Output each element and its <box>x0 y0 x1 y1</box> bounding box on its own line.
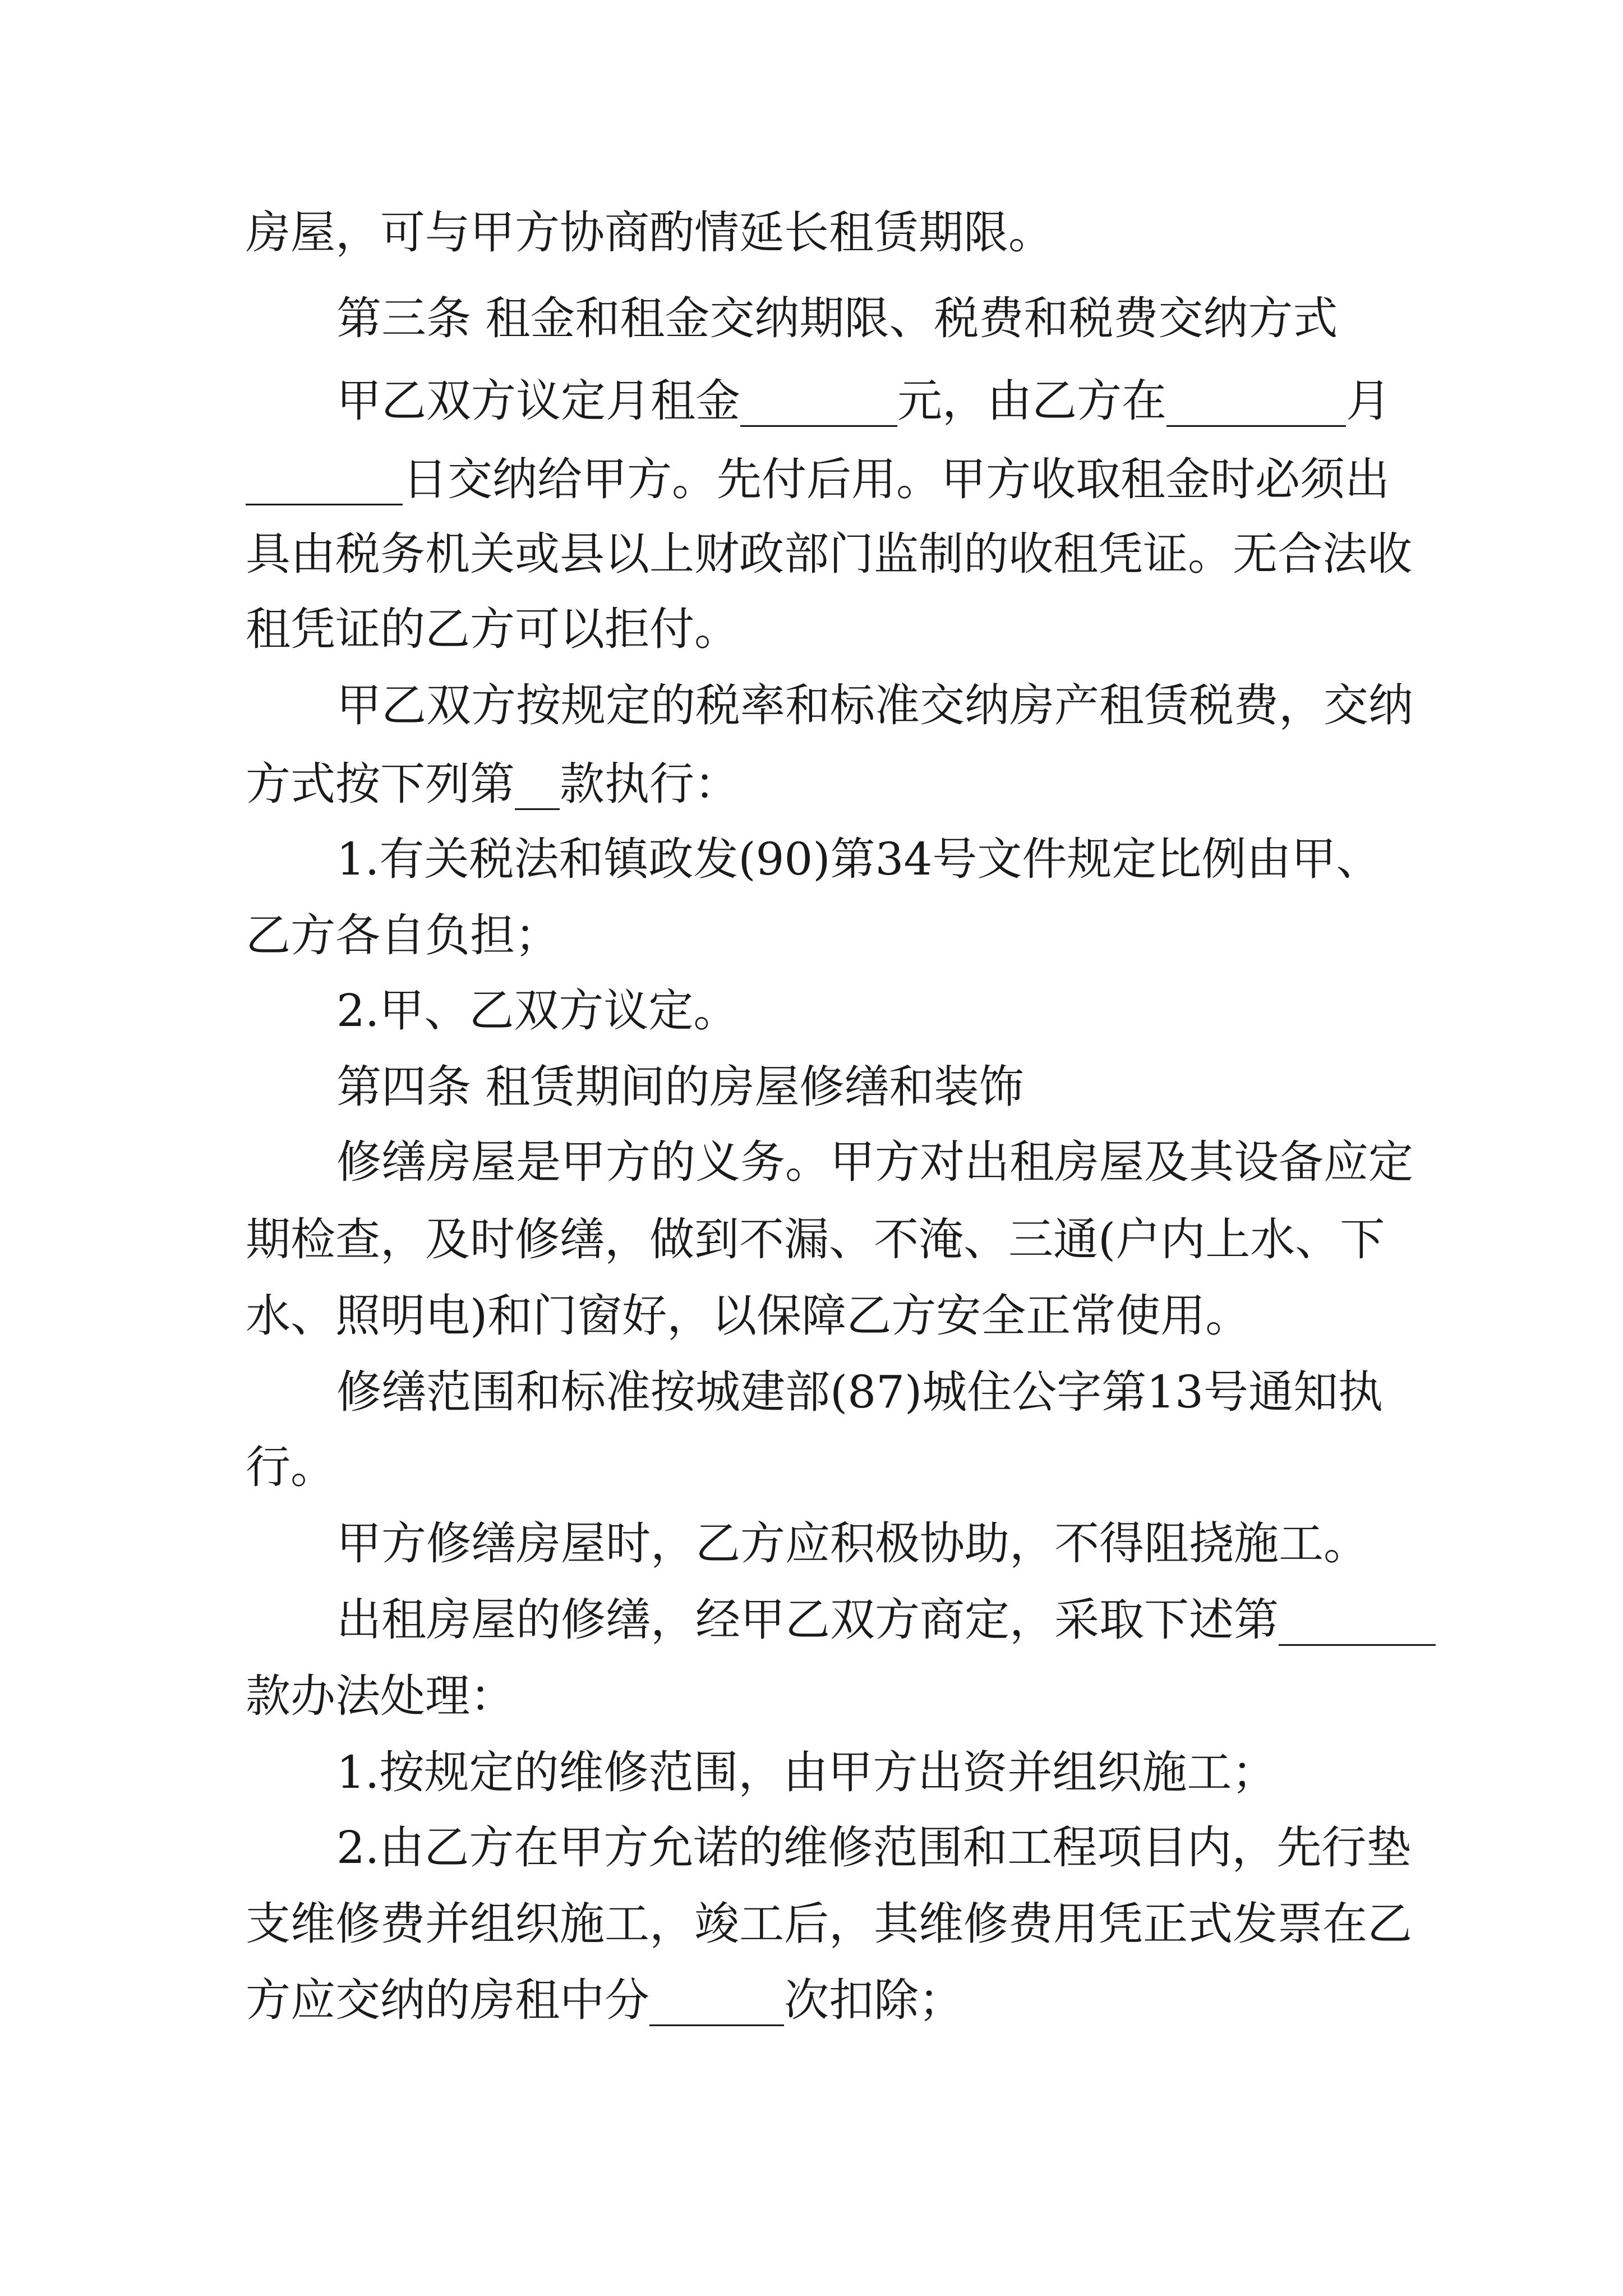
text-line: 具由税务机关或县以上财政部门监制的收租凭证。无合法收 <box>246 528 1412 580</box>
text-line: 款办法处理： <box>246 1670 515 1722</box>
text-line: 甲方修缮房屋时，乙方应积极协助，不得阻挠施工。 <box>336 1517 1368 1570</box>
text-line: 乙方各自负担； <box>246 909 560 961</box>
text-line: 期检查，及时修缮，做到不漏、不淹、三通(户内上水、下 <box>246 1213 1385 1266</box>
text-line: 租凭证的乙方可以拒付。 <box>246 603 739 655</box>
text-line: 方应交纳的房租中分______次扣除； <box>246 1974 963 2026</box>
text-line: 修缮房屋是甲方的义务。甲方对出租房屋及其设备应定 <box>336 1136 1413 1188</box>
article-heading: 第四条 租赁期间的房屋修缮和装饰 <box>336 1061 1024 1113</box>
text-line: 行。 <box>246 1441 335 1493</box>
list-item: 1.按规定的维修范围，由甲方出资并组织施工； <box>336 1746 1277 1798</box>
list-item: 2.由乙方在甲方允诺的维修范围和工程项目内，先行垫 <box>336 1821 1412 1874</box>
article-heading: 第三条 租金和租金交纳期限、税费和税费交纳方式 <box>336 292 1338 344</box>
list-item: 2.甲、乙双方议定。 <box>336 984 739 1037</box>
text-line: _______日交纳给甲方。先付后用。甲方收取租金时必须出 <box>246 453 1390 505</box>
text-line: 甲乙双方按规定的税率和标准交纳房产租赁税费，交纳 <box>336 679 1413 731</box>
text-line: 房屋，可与甲方协商酌情延长租赁期限。 <box>246 206 1053 259</box>
text-line: 水、照明电)和门窗好，以保障乙方安全正常使用。 <box>246 1290 1251 1342</box>
text-line: 修缮范围和标准按城建部(87)城住公字第13号通知执 <box>336 1366 1384 1418</box>
text-line: 出租房屋的修缮，经甲乙双方商定，采取下述第_______ <box>336 1594 1436 1646</box>
text-line: 甲乙双方议定月租金_______元，由乙方在________月 <box>336 375 1391 427</box>
list-item: 1.有关税法和镇政发(90)第34号文件规定比例由甲、 <box>336 833 1381 885</box>
text-line: 方式按下列第__款执行： <box>246 758 739 810</box>
text-line: 支维修费并组织施工，竣工后，其维修费用凭正式发票在乙 <box>246 1898 1412 1950</box>
